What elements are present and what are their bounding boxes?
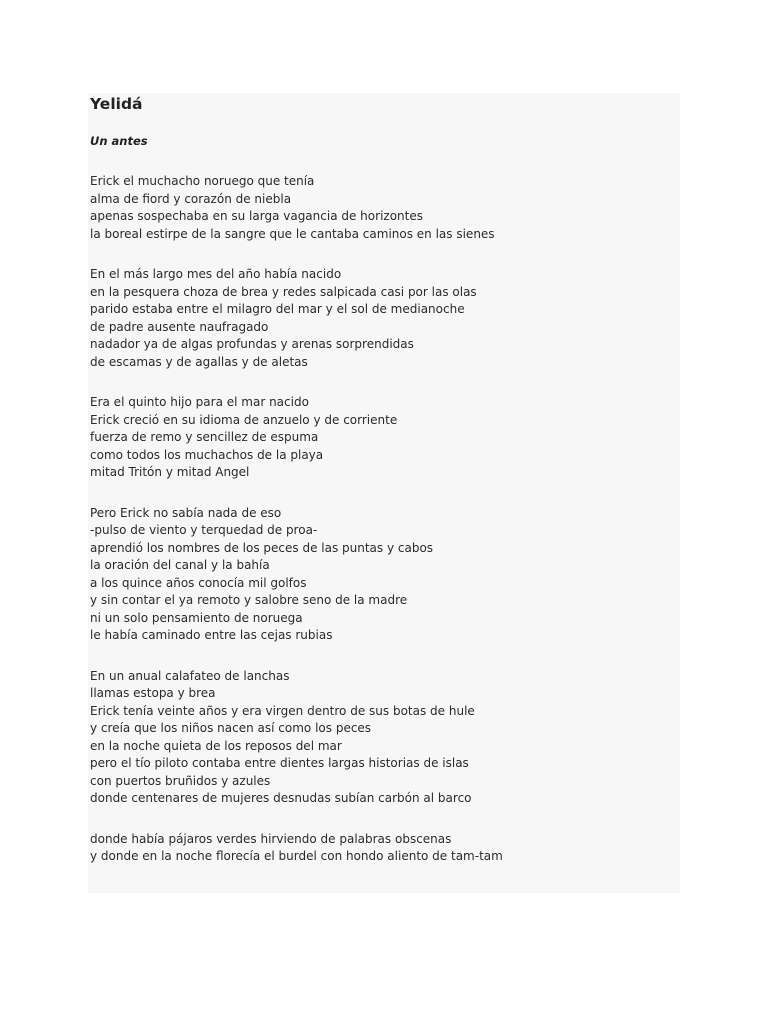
poem-line: Pero Erick no sabía nada de eso <box>90 505 282 520</box>
poem-line: Erick creció en su idioma de anzuelo y de corriente <box>90 412 398 427</box>
poem-line: y creía que los niños nacen así como los peces <box>90 721 372 735</box>
poem-line: llamas estopa y brea <box>90 686 216 700</box>
poem-line: le había caminado entre las cejas rubias <box>90 628 333 642</box>
poem-line: parido estaba entre el milagro del mar y el sol de medianoche <box>90 302 465 316</box>
stanza <box>90 668 680 808</box>
poem-line: alma de fiord y corazón de niebla <box>90 191 292 206</box>
poem-line: y donde en la noche florecía el burdel con hondo aliento de tam-tam <box>90 849 503 863</box>
poem-body <box>90 173 680 889</box>
stanza <box>90 831 680 866</box>
poem-line: pero el tío piloto contaba entre dientes largas historias de islas <box>90 756 469 770</box>
poem-line: Erick el muchacho noruego que tenía <box>90 174 315 188</box>
poem-line: fuerza de remo y sencillez de espuma <box>90 430 319 444</box>
stanza <box>90 394 680 482</box>
poem-line: a los quince años conocía mil golfos <box>90 575 307 590</box>
poem-line: donde había pájaros verdes hirviendo de palabras obscenas <box>90 831 452 846</box>
stanza <box>90 505 680 645</box>
poem-line: de padre ausente naufragado <box>90 319 269 334</box>
poem-line: donde centenares de mujeres desnudas subían carbón al barco <box>90 791 472 805</box>
poem-line: en la pesquera choza de brea y redes salpicada casi por las olas <box>90 284 477 299</box>
poem-line: con puertos bruñidos y azules <box>90 773 271 788</box>
poem-line: en la noche quieta de los reposos del mar <box>90 738 342 753</box>
poem-line: y sin contar el ya remoto y salobre seno de la madre <box>90 593 408 607</box>
poem-line: Erick tenía veinte años y era virgen dentro de sus botas de hule <box>90 703 475 718</box>
stanza <box>90 266 680 371</box>
poem-line: de escamas y de agallas y de aletas <box>90 354 308 369</box>
poem-line: Era el quinto hijo para el mar nacido <box>90 395 309 409</box>
poem-line: nadador ya de algas profundas y arenas sorprendidas <box>90 337 414 351</box>
poem-container <box>88 93 680 893</box>
poem-line: En el más largo mes del año había nacido <box>90 267 342 281</box>
poem-line: apenas sospechaba en su larga vagancia de horizontes <box>90 209 423 223</box>
poem-line: mitad Tritón y mitad Angel <box>90 465 250 479</box>
poem-line: la boreal estirpe de la sangre que le cantaba caminos en las sienes <box>90 226 495 241</box>
poem-title: Yelidá <box>90 95 143 113</box>
stanza <box>90 173 680 243</box>
poem-subtitle: Un antes <box>90 134 148 148</box>
poem-line: ni un solo pensamiento de noruega <box>90 610 303 625</box>
poem-line: -pulso de viento y terquedad de proa- <box>90 523 318 537</box>
poem-line: En un anual calafateo de lanchas <box>90 668 290 683</box>
poem-line: la oración del canal y la bahía <box>90 558 270 572</box>
poem-line: aprendió los nombres de los peces de las puntas y cabos <box>90 540 434 555</box>
poem-line: como todos los muchachos de la playa <box>90 447 324 462</box>
